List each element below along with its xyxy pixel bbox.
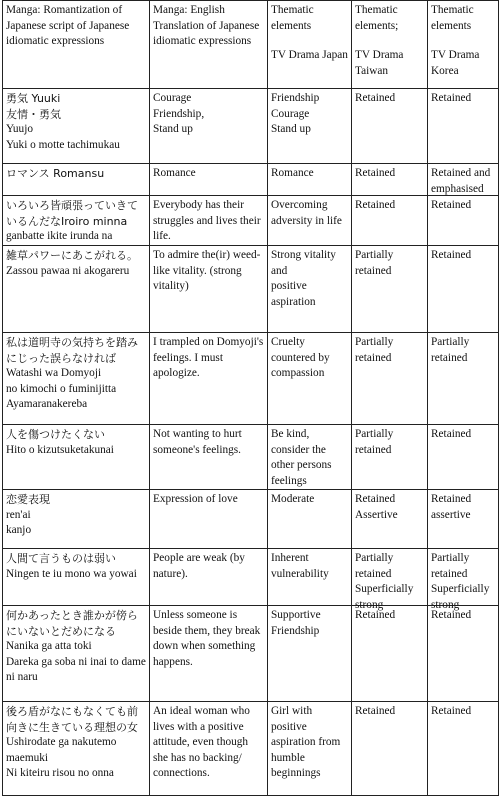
romanization-cell: 人を傷つけたくない Hito o kizutsuketakunai [3,425,150,490]
japan-cell: Romance [268,164,352,196]
translation-cell: Everybody has their struggles and lives their life. [150,196,268,246]
japan-cell: Be kind, consider the other persons feelings [268,425,352,490]
translation-cell: Expression of love [150,490,268,549]
korea-cell: Retained [428,606,499,702]
korea-cell: Retained [428,425,499,490]
header-korea: Thematic elements TV Drama Korea [428,1,499,89]
romanization-cell: ロマンス Romansu [3,164,150,196]
romanization-cell: 何かあったとき誰かが傍ら にいないとだめになる Nanika ga atta toki Dareka ga soba ni inai to dame ni naru [3,606,150,702]
japan-cell: Strong vitality and positive aspiration [268,246,352,333]
taiwan-cell: Retained [352,89,428,164]
translation-cell: Romance [150,164,268,196]
translation-cell: Courage Friendship, Stand up [150,89,268,164]
taiwan-cell: Partially retained Superficially strong [352,549,428,606]
table-row [3,333,499,425]
romanization-cell: 後ろ盾がなにもなくても前 向きに生きている理想の女 Ushirodate ga nakutemo maemuki Ni kiteiru risou no onna [3,702,150,796]
table-row [3,196,499,246]
korea-cell: Retained and emphasised [428,164,499,196]
translation-cell: Not wanting to hurt someone's feelings. [150,425,268,490]
translation-cell: People are weak (by nature). [150,549,268,606]
header-japan: Thematic elements TV Drama Japan [268,1,352,89]
romanization-cell: いろいろ皆頑張っていきて いるんだなIroiro minna ganbatte ikite irunda na [3,196,150,246]
japan-cell: Inherent vulnerability [268,549,352,606]
japan-cell: Moderate [268,490,352,549]
taiwan-cell: Retained Assertive [352,490,428,549]
korea-cell: Partially retained Superficially strong [428,549,499,606]
korea-cell: Retained [428,89,499,164]
taiwan-cell: Partially retained [352,333,428,425]
japan-cell: Supportive Friendship [268,606,352,702]
translation-cell: An ideal woman who lives with a positive attitude, even though she has no backing/ connections. [150,702,268,796]
taiwan-cell: Partially retained [352,425,428,490]
translation-cell: To admire the(ir) weed-like vitality. (strong vitality) [150,246,268,333]
japan-cell: Friendship Courage Stand up [268,89,352,164]
taiwan-cell: Partially retained [352,246,428,333]
table-row [3,606,499,702]
taiwan-cell: Retained [352,702,428,796]
header-translation: Manga: English Translation of Japanese idiomatic expressions [150,1,268,89]
japan-cell: Cruelty countered by compassion [268,333,352,425]
taiwan-cell: Retained [352,196,428,246]
table-row [3,490,499,549]
romanization-cell: 雑草パワーにあこがれる。 Zassou pawaa ni akogareru [3,246,150,333]
romanization-cell: 恋愛表現 ren'ai kanjo [3,490,150,549]
japan-cell: Girl with positive aspiration from humble beginnings [268,702,352,796]
header-row [3,1,499,89]
header-taiwan: Thematic elements; TV Drama Taiwan [352,1,428,89]
table-row [3,246,499,333]
korea-cell: Retained assertive [428,490,499,549]
table-row [3,549,499,606]
header-romanization: Manga: Romantization of Japanese script of Japanese idiomatic expressions [3,1,150,89]
korea-cell: Retained [428,196,499,246]
table-row [3,702,499,796]
table-row [3,425,499,490]
romanization-cell: 私は道明寺の気持ちを踏み にじった誤らなければ Watashi wa Domyoji no kimochi o fuminijitta Ayamaranakereba [3,333,150,425]
romanization-cell: 人間て言うものは弱い Ningen te iu mono wa yowai [3,549,150,606]
translation-cell: Unless someone is beside them, they break down when something happens. [150,606,268,702]
japan-cell: Overcoming adversity in life [268,196,352,246]
korea-cell: Partially retained [428,333,499,425]
translation-cell: I trampled on Domyoji's feelings. I must apologize. [150,333,268,425]
korea-cell: Retained [428,702,499,796]
taiwan-cell: Retained [352,606,428,702]
table-row [3,89,499,164]
idiom-comparison-table [2,0,499,796]
korea-cell: Retained [428,246,499,333]
taiwan-cell: Retained [352,164,428,196]
romanization-cell: 勇気 Yuuki 友情・勇気 Yuujo Yuki o motte tachimukau [3,89,150,164]
table-row [3,164,499,196]
